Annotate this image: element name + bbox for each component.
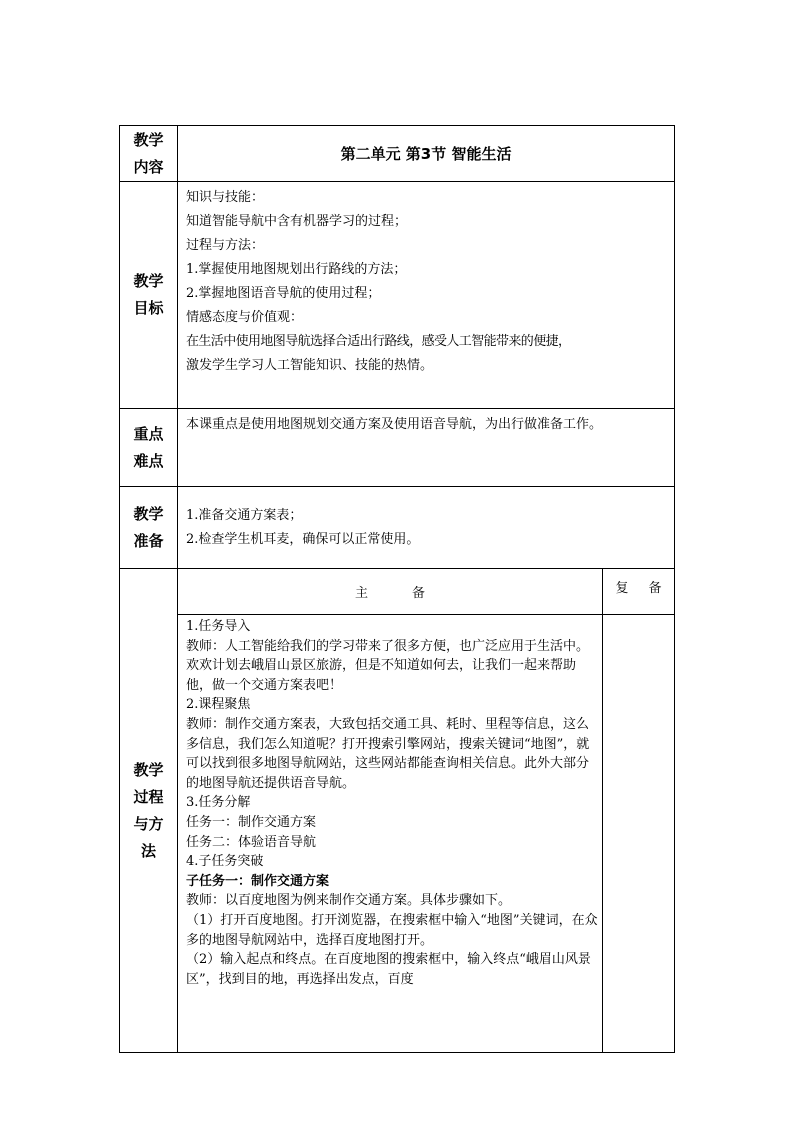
content-label-line1: 教学	[133, 130, 164, 149]
process-label-line3: 与方	[133, 814, 164, 833]
preparation-row	[120, 487, 675, 569]
objective-line: 情感态度与价值观：	[186, 310, 304, 325]
process-paragraph: 4.子任务突破	[186, 854, 264, 870]
objective-line: 1.掌握使用地图规划出行路线的方法；	[186, 262, 407, 277]
main-prep-header-char2: 备	[412, 586, 426, 601]
objectives-label-line2: 目标	[133, 299, 164, 317]
content-label-line2: 内容	[133, 157, 164, 176]
process-paragraph: 教师：人工智能给我们的学习带来了很多方便，也广泛应用于生活中。欢欢计划去峨眉山景区旅游，但是不知道如何去，让我们一起来帮助他，做一个交通方案表吧！	[186, 638, 590, 693]
lesson-plan-table	[119, 125, 675, 1053]
preparation-line: 2.检查学生机耳麦，确保可以正常使用。	[186, 531, 420, 547]
process-paragraph: 2.课程聚焦	[186, 697, 251, 713]
key-points-text: 本课重点是使用地图规划交通方案及使用语音导航，为出行做准备工作。	[186, 417, 603, 432]
objective-line: 激发学生学习人工智能知识、技能的热情。	[186, 358, 434, 373]
review-notes-cell	[603, 615, 675, 1053]
main-prep-header-char1: 主	[354, 586, 368, 601]
key-points-label-line2: 难点	[133, 451, 164, 470]
preparation-label	[120, 487, 178, 569]
review-prep-header-char1: 复	[615, 581, 629, 596]
process-paragraph: 任务二：体验语音导航	[186, 834, 317, 850]
objective-line: 在生活中使用地图导航选择合适出行路线，感受人工智能带来的便捷，	[186, 334, 571, 349]
process-label	[120, 569, 178, 1053]
process-header-row	[120, 569, 675, 615]
review-prep-header-char2: 备	[648, 581, 662, 596]
process-paragraph: （1）打开百度地图。打开浏览器，在搜索框中输入“地图”关键词，在众多的地图导航网站中，选择百度地图打开。	[186, 912, 598, 948]
process-content	[178, 615, 603, 1053]
process-paragraph: （2）输入起点和终点。在百度地图的搜索框中，输入终点“峨眉山风景区”，找到目的地，再选择出发点，百度	[186, 952, 591, 987]
preparation-content	[178, 487, 675, 569]
process-paragraph: 任务一：制作交通方案	[186, 814, 317, 830]
process-label-line2: 过程	[133, 787, 164, 806]
preparation-line: 1.准备交通方案表；	[186, 507, 303, 523]
key-points-label	[120, 409, 178, 487]
objective-line: 知道智能导航中含有机器学习的过程；	[186, 214, 408, 229]
objectives-label	[120, 182, 178, 409]
objectives-row	[120, 182, 675, 409]
preparation-label-line1: 教学	[133, 504, 164, 523]
process-content-row	[120, 615, 675, 1053]
process-paragraph: 教师：制作交通方案表，大致包括交通工具、耗时、里程等信息，这么多信息，我们怎么知道呢？打开搜索引擎网站，搜索关键词“地图”，就可以找到很多地图导航网站，这些网站都能查询相关信息。此外大部分的地图导航还提供语音导航。	[186, 716, 590, 791]
content-label	[120, 126, 178, 182]
subtask-heading: 子任务一：制作交通方案	[186, 873, 330, 889]
objective-line: 过程与方法：	[186, 238, 265, 253]
objective-line: 2.掌握地图语音导航的使用过程；	[186, 286, 381, 301]
process-paragraph: 3.任务分解	[186, 795, 251, 811]
key-points-content	[178, 409, 675, 487]
process-label-line4: 法	[140, 841, 156, 860]
content-row	[120, 126, 675, 182]
objectives-label-line1: 教学	[133, 272, 164, 290]
key-points-label-line1: 重点	[133, 424, 164, 443]
process-paragraph: 1.任务导入	[186, 619, 251, 634]
key-points-row	[120, 409, 675, 487]
process-paragraph: 教师：以百度地图为例来制作交通方案。具体步骤如下。	[186, 893, 512, 909]
review-prep-header	[603, 569, 675, 615]
process-label-line1: 教学	[133, 760, 164, 779]
objectives-content	[178, 182, 675, 409]
lesson-title: 第二单元 第3节 智能生活	[178, 126, 675, 182]
objective-line: 知识与技能：	[186, 190, 265, 205]
main-prep-header	[178, 569, 603, 615]
lesson-plan-sheet	[119, 125, 674, 1052]
preparation-label-line2: 准备	[133, 531, 164, 550]
